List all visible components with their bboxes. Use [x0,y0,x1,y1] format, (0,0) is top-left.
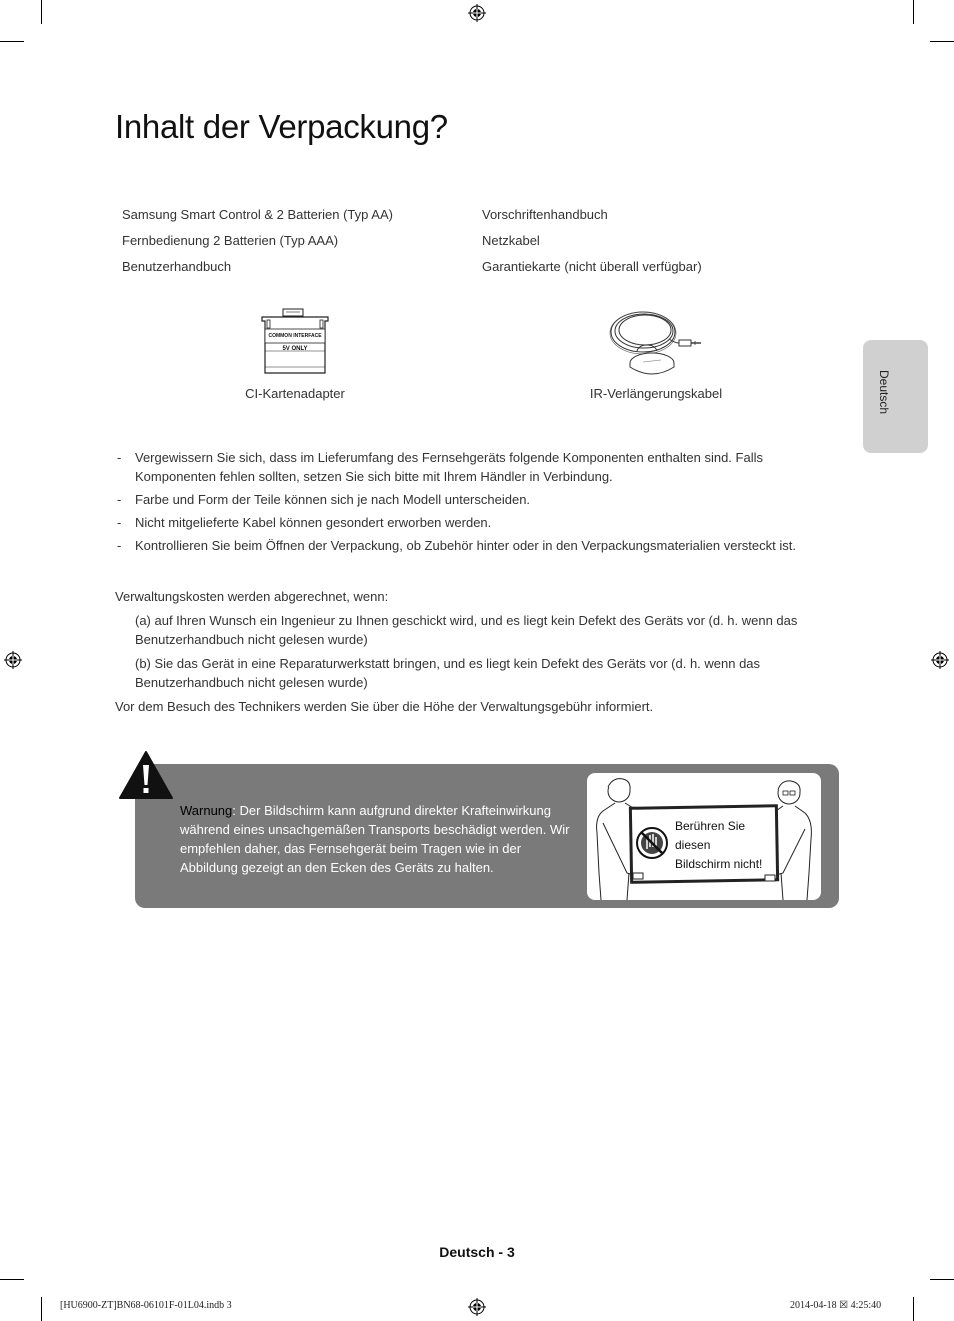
registration-mark-icon [931,651,949,669]
warning-triangle-icon [117,749,175,801]
list-item [122,227,762,253]
registration-mark-icon [468,4,486,22]
warning-label: Warnung [180,803,233,818]
costs-outro: Vor dem Besuch des Technikers werden Sie über die Höhe der Verwaltungsgebühr informiert. [115,699,654,714]
contents-item: Fernbedienung 2 Batterien (Typ AAA) [122,232,339,248]
page-title: Inhalt der Verpackung? [115,108,448,145]
ci-adapter-label: 5V ONLY [282,346,308,352]
warning-body: : Der Bildschirm kann aufgrund direkter Krafteinwirkung während eines unsachgemäßen Transports beschädigt werden. Wir empfehlen daher, das Fernsehgerät beim Tragen wie in der Abbildung gezeigt an den Ecken des Geräts zu halten. [180,803,570,875]
list-item: - Kontrollieren Sie beim Öffnen der Verpackung, ob Zubehör hinter oder in den Verpackungsmaterialien versteckt ist. [117,538,796,553]
note-text: Vergewissern Sie sich, dass im Lieferumfang des Fernsehgeräts folgende Komponenten enthalten sind. Falls Komponenten fehlen sollten, setzen Sie sich bitte mit Ihrem Händler in Verbindung. [135,450,763,484]
ci-adapter-illustration [258,307,332,377]
sign-line: Bildschirm nicht! [675,857,763,871]
crop-mark [913,1297,914,1321]
crop-mark [913,0,914,24]
ir-cable-caption: IR-Verlängerungskabel [589,386,723,401]
costs-item-b: (b) Sie das Gerät in eine Reparaturwerkstatt bringen, und es liegt kein Defekt des Geräts vor (d. h. wenn das Benutzerhandbuch nicht gelesen wurde) [135,656,761,690]
crop-mark [930,1279,954,1280]
costs-intro: Verwaltungskosten werden abgerechnet, wenn: [115,589,389,604]
warning-text [180,801,570,877]
crop-mark [41,0,42,24]
crop-mark [930,41,954,42]
tv-sign-text [675,817,771,874]
note-text: Nicht mitgelieferte Kabel können gesondert erworben werden. [135,515,492,530]
notes-list [117,448,817,559]
package-contents-list [122,201,762,279]
ir-cable-illustration [607,305,705,379]
print-slug-right: 2014-04-18 ☒ 4:25:40 [790,1300,882,1311]
list-item [122,201,762,227]
ci-adapter-label: COMMON INTERFACE [268,333,322,339]
sign-line: Berühren Sie [675,819,746,833]
tv-carrying-illustration [587,773,821,900]
crop-mark [0,41,24,42]
note-text: Kontrollieren Sie beim Öffnen der Verpackung, ob Zubehör hinter oder in den Verpackungsmaterialien versteckt ist. [135,538,796,553]
registration-mark-icon [468,1298,486,1316]
contents-item: Samsung Smart Control & 2 Batterien (Typ AA) [122,206,393,222]
administration-costs [115,587,815,721]
contents-item: Netzkabel [482,232,540,248]
contents-item: Garantiekarte (nicht überall verfügbar) [482,258,702,274]
contents-item: Benutzerhandbuch [122,258,232,274]
ci-adapter-caption: CI-Kartenadapter [245,386,345,401]
list-item: - Farbe und Form der Teile können sich je nach Modell unterscheiden. [117,492,531,507]
registration-mark-icon [4,651,22,669]
sign-line: diesen [675,838,711,852]
language-tab [863,340,928,453]
list-item: - Nicht mitgelieferte Kabel können gesondert erworben werden. [117,515,492,530]
note-text: Farbe und Form der Teile können sich je nach Modell unterscheiden. [135,492,531,507]
crop-mark [41,1297,42,1321]
crop-mark [0,1279,24,1280]
costs-item-a: (a) auf Ihren Wunsch ein Ingenieur zu Ihnen geschickt wird, und es liegt kein Defekt des Geräts vor (d. h. wenn das Benutzerhandbuch nicht gelesen wurde) [135,613,798,647]
page-number: Deutsch - 3 [439,1244,515,1260]
list-item: - Vergewissern Sie sich, dass im Lieferumfang des Fernsehgeräts folgende Komponenten enthalten sind. Falls Komponenten fehlen sollten, setzen Sie sich bitte mit Ihrem Händler in Verbindung. [117,450,763,484]
list-item [122,253,762,279]
contents-item: Vorschriftenhandbuch [482,206,608,222]
language-tab-label: Deutsch [877,370,891,415]
print-slug-left: [HU6900-ZT]BN68-06101F-01L04.indb 3 [60,1300,232,1311]
